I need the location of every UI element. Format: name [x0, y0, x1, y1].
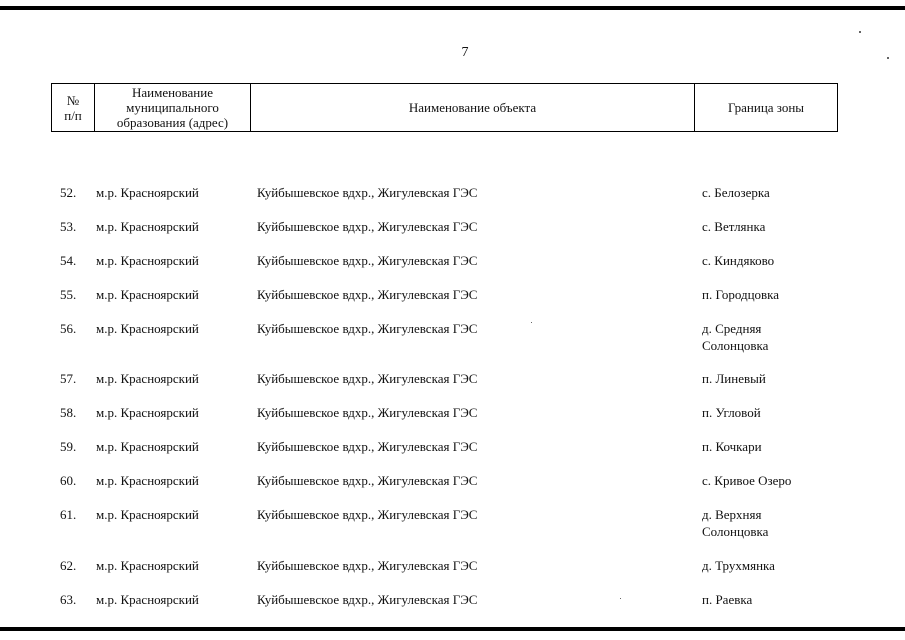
row-number: 58.	[60, 405, 77, 420]
row-zone	[694, 252, 836, 269]
row-zone	[694, 438, 836, 455]
header-num-line: №	[66, 92, 80, 108]
row-municipality: м.р. Красноярский	[96, 371, 199, 386]
table-row	[51, 252, 836, 269]
row-object: Куйбышевское вдхр., Жигулевская ГЭС	[257, 473, 478, 488]
row-municipality: м.р. Красноярский	[96, 473, 199, 488]
row-object: Куйбышевское вдхр., Жигулевская ГЭС	[257, 507, 478, 522]
row-object: Куйбышевское вдхр., Жигулевская ГЭС	[257, 371, 478, 386]
scan-border-top	[0, 6, 905, 10]
zones-table	[51, 83, 838, 607]
row-zone-line: п. Линевый	[702, 371, 766, 386]
header-object	[251, 84, 695, 131]
row-municipality: м.р. Красноярский	[96, 439, 199, 454]
row-number: 60.	[60, 473, 77, 488]
row-zone	[694, 591, 836, 608]
row-zone-line: п. Городцовка	[702, 287, 780, 302]
row-zone-line: д. Трухмянка	[702, 558, 775, 573]
row-number: 53.	[60, 219, 77, 234]
table-row	[51, 438, 836, 455]
table-row	[51, 184, 836, 201]
header-municipality	[95, 84, 251, 131]
row-zone	[694, 557, 836, 574]
header-municipality-line: образования (адрес)	[116, 115, 229, 130]
row-zone	[694, 472, 836, 489]
scan-border-bottom	[0, 627, 905, 631]
row-number: 55.	[60, 287, 77, 302]
table-row	[51, 557, 836, 574]
row-municipality: м.р. Красноярский	[96, 321, 199, 336]
row-zone-line: с. Ветлянка	[702, 219, 766, 234]
row-number: 57.	[60, 371, 77, 386]
header-object-label: Наименование объекта	[408, 100, 537, 115]
row-zone-line: с. Кривое Озеро	[702, 473, 792, 488]
row-zone-line: п. Раевка	[702, 592, 753, 607]
table-row	[51, 286, 836, 303]
header-num	[52, 84, 95, 131]
row-object: Куйбышевское вдхр., Жигулевская ГЭС	[257, 287, 478, 302]
row-object: Куйбышевское вдхр., Жигулевская ГЭС	[257, 592, 478, 607]
row-zone	[694, 184, 836, 201]
table-row	[51, 591, 836, 608]
header-municipality-line: муниципального	[126, 100, 219, 115]
row-object: Куйбышевское вдхр., Жигулевская ГЭС	[257, 321, 478, 336]
row-zone-line: Солонцовка	[702, 524, 769, 539]
table-row	[51, 506, 836, 540]
row-zone	[694, 286, 836, 303]
header-num-line: п/п	[64, 107, 82, 123]
row-zone	[694, 404, 836, 421]
row-zone-line: д. Верхняя	[702, 507, 762, 522]
table-row	[51, 218, 836, 235]
table-row	[51, 320, 836, 354]
row-object: Куйбышевское вдхр., Жигулевская ГЭС	[257, 219, 478, 234]
header-municipality-line: Наименование	[131, 85, 213, 100]
scan-speck	[859, 31, 861, 33]
table-header	[51, 83, 838, 132]
scan-speck	[887, 57, 889, 59]
row-zone-line: д. Средняя	[702, 321, 762, 336]
table-row	[51, 472, 836, 489]
row-municipality: м.р. Красноярский	[96, 185, 199, 200]
header-zone	[695, 84, 837, 131]
row-zone	[694, 506, 836, 540]
row-number: 54.	[60, 253, 77, 268]
row-number: 56.	[60, 321, 77, 336]
row-zone-line: с. Белозерка	[702, 185, 770, 200]
row-object: Куйбышевское вдхр., Жигулевская ГЭС	[257, 185, 478, 200]
header-zone-label: Граница зоны	[727, 100, 805, 115]
row-object: Куйбышевское вдхр., Жигулевская ГЭС	[257, 439, 478, 454]
page-number: 7	[461, 45, 469, 60]
row-object: Куйбышевское вдхр., Жигулевская ГЭС	[257, 558, 478, 573]
row-object: Куйбышевское вдхр., Жигулевская ГЭС	[257, 405, 478, 420]
row-number: 52.	[60, 185, 77, 200]
row-zone-line: п. Угловой	[702, 405, 761, 420]
row-number: 63.	[60, 592, 77, 607]
row-municipality: м.р. Красноярский	[96, 219, 199, 234]
table-row	[51, 370, 836, 387]
table-row	[51, 404, 836, 421]
row-number: 61.	[60, 507, 77, 522]
row-number: 59.	[60, 439, 77, 454]
row-municipality: м.р. Красноярский	[96, 507, 199, 522]
row-zone-line: Солонцовка	[702, 338, 769, 353]
row-zone	[694, 320, 836, 354]
row-zone-line: п. Кочкари	[702, 439, 762, 454]
row-zone	[694, 370, 836, 387]
row-municipality: м.р. Красноярский	[96, 253, 199, 268]
row-municipality: м.р. Красноярский	[96, 558, 199, 573]
row-municipality: м.р. Красноярский	[96, 592, 199, 607]
row-number: 62.	[60, 558, 77, 573]
row-zone-line: с. Киндяково	[702, 253, 775, 268]
row-municipality: м.р. Красноярский	[96, 287, 199, 302]
row-object: Куйбышевское вдхр., Жигулевская ГЭС	[257, 253, 478, 268]
row-municipality: м.р. Красноярский	[96, 405, 199, 420]
row-zone	[694, 218, 836, 235]
